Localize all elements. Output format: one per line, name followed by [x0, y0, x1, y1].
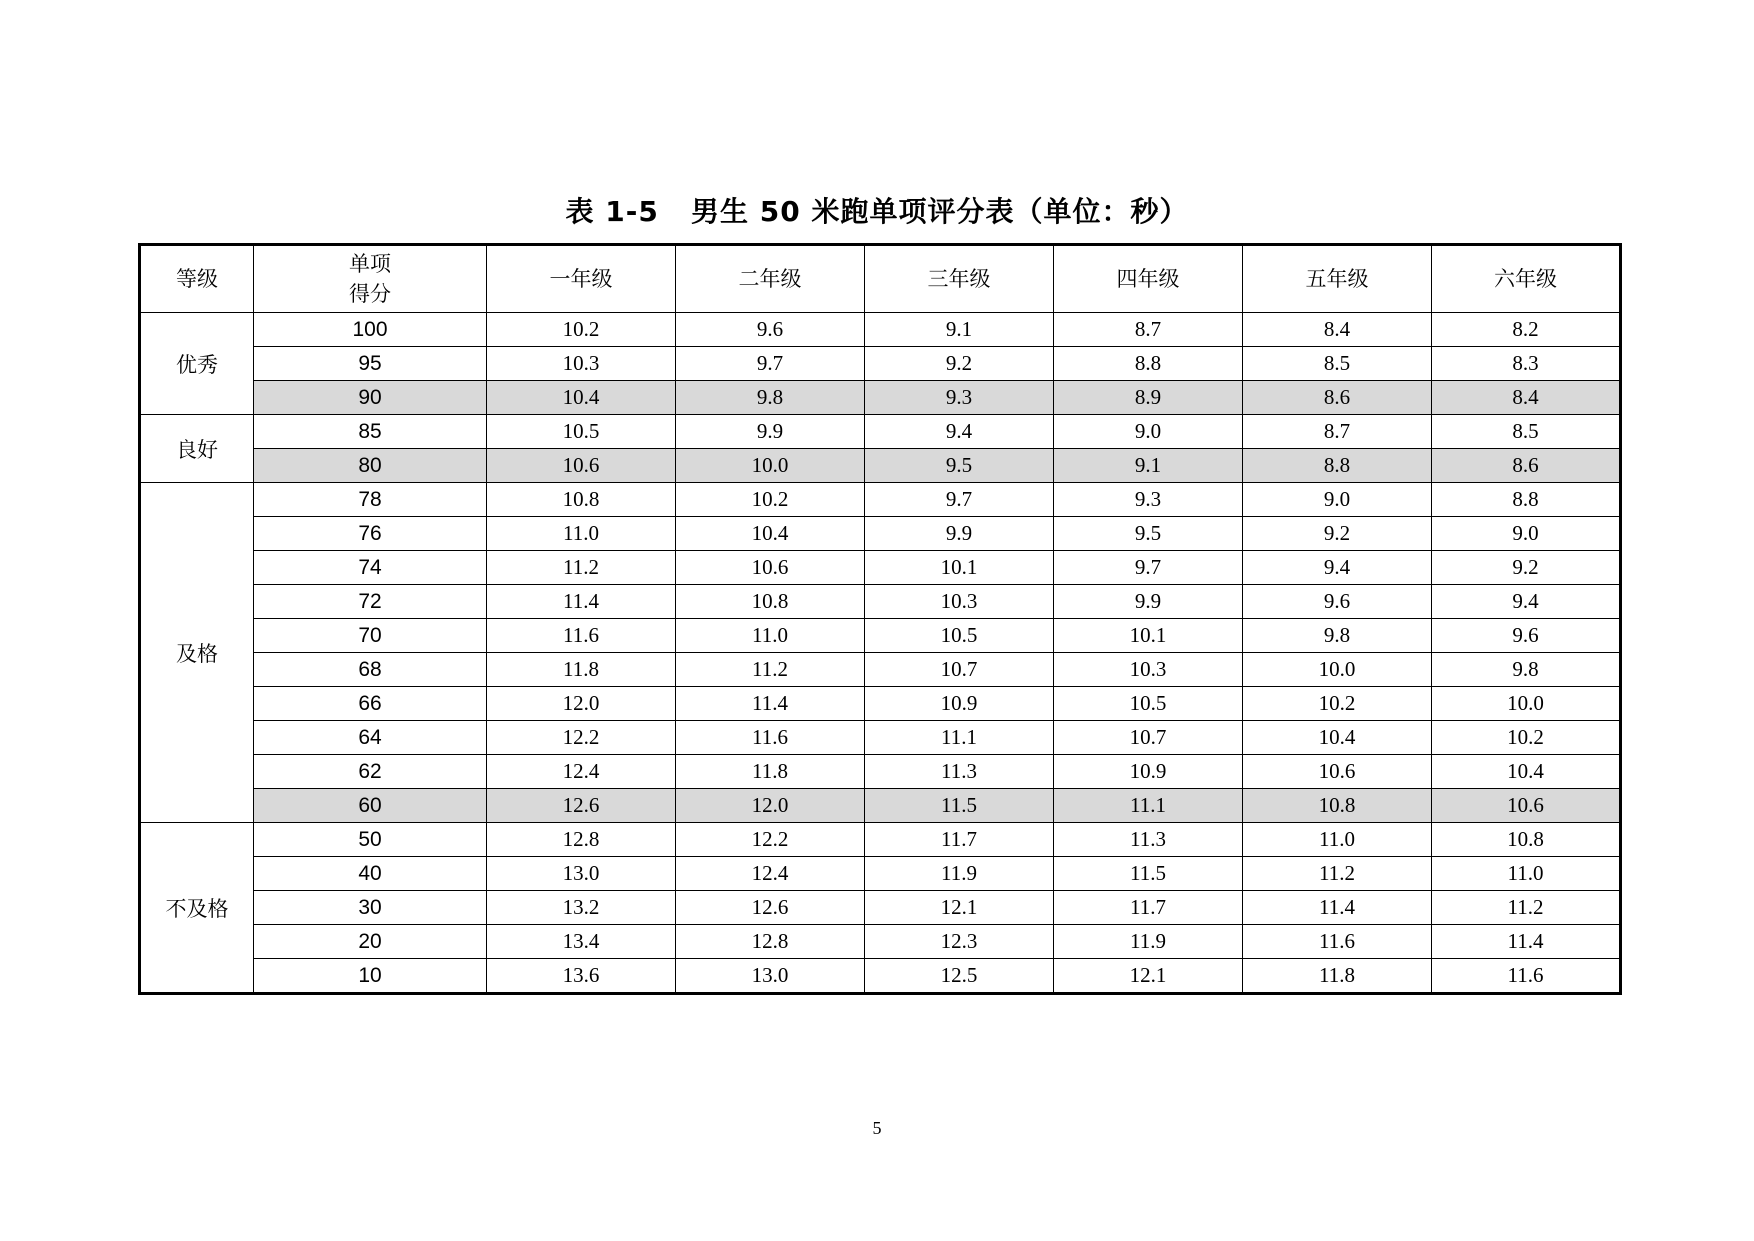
score-cell: 95 — [254, 347, 487, 381]
time-cell: 10.6 — [1432, 789, 1621, 823]
table-row — [140, 857, 1621, 891]
time-cell: 8.7 — [1054, 313, 1243, 347]
score-cell: 70 — [254, 619, 487, 653]
time-cell: 9.7 — [1054, 551, 1243, 585]
time-cell: 10.3 — [865, 585, 1054, 619]
time-cell: 10.6 — [487, 449, 676, 483]
time-cell: 11.2 — [1243, 857, 1432, 891]
grade-label: 及格 — [140, 483, 254, 823]
time-cell: 12.4 — [487, 755, 676, 789]
time-cell: 12.0 — [487, 687, 676, 721]
table-row — [140, 687, 1621, 721]
time-cell: 9.2 — [1243, 517, 1432, 551]
time-cell: 10.3 — [1054, 653, 1243, 687]
time-cell: 11.5 — [1054, 857, 1243, 891]
table-row — [140, 415, 1621, 449]
time-cell: 12.5 — [865, 959, 1054, 994]
time-cell: 8.5 — [1432, 415, 1621, 449]
grade-label: 良好 — [140, 415, 254, 483]
grade-label: 不及格 — [140, 823, 254, 994]
time-cell: 11.9 — [1054, 925, 1243, 959]
table-row — [140, 313, 1621, 347]
time-cell: 13.6 — [487, 959, 676, 994]
table-row — [140, 347, 1621, 381]
score-cell: 50 — [254, 823, 487, 857]
time-cell: 13.0 — [676, 959, 865, 994]
time-cell: 9.9 — [1054, 585, 1243, 619]
header-year-2: 二年级 — [676, 245, 865, 313]
time-cell: 12.0 — [676, 789, 865, 823]
time-cell: 9.9 — [676, 415, 865, 449]
time-cell: 10.9 — [1054, 755, 1243, 789]
table-row — [140, 619, 1621, 653]
time-cell: 8.7 — [1243, 415, 1432, 449]
table-row — [140, 653, 1621, 687]
table-row — [140, 925, 1621, 959]
header-grade: 等级 — [140, 245, 254, 313]
time-cell: 11.0 — [487, 517, 676, 551]
time-cell: 9.0 — [1432, 517, 1621, 551]
time-cell: 10.6 — [1243, 755, 1432, 789]
time-cell: 10.0 — [1432, 687, 1621, 721]
time-cell: 12.3 — [865, 925, 1054, 959]
time-cell: 11.8 — [1243, 959, 1432, 994]
table-row — [140, 959, 1621, 994]
time-cell: 11.6 — [1432, 959, 1621, 994]
time-cell: 10.4 — [676, 517, 865, 551]
time-cell: 8.8 — [1432, 483, 1621, 517]
table-row — [140, 585, 1621, 619]
time-cell: 10.1 — [865, 551, 1054, 585]
time-cell: 8.4 — [1432, 381, 1621, 415]
time-cell: 10.3 — [487, 347, 676, 381]
time-cell: 10.9 — [865, 687, 1054, 721]
score-cell: 74 — [254, 551, 487, 585]
time-cell: 12.1 — [865, 891, 1054, 925]
table-row — [140, 449, 1621, 483]
time-cell: 11.8 — [487, 653, 676, 687]
time-cell: 10.0 — [1243, 653, 1432, 687]
time-cell: 8.4 — [1243, 313, 1432, 347]
time-cell: 9.4 — [865, 415, 1054, 449]
time-cell: 11.7 — [1054, 891, 1243, 925]
time-cell: 10.2 — [487, 313, 676, 347]
score-cell: 76 — [254, 517, 487, 551]
table-row — [140, 551, 1621, 585]
score-cell: 30 — [254, 891, 487, 925]
time-cell: 9.8 — [1243, 619, 1432, 653]
header-score — [254, 245, 487, 313]
time-cell: 11.5 — [865, 789, 1054, 823]
time-cell: 11.0 — [676, 619, 865, 653]
time-cell: 9.5 — [1054, 517, 1243, 551]
time-cell: 10.5 — [487, 415, 676, 449]
time-cell: 11.1 — [1054, 789, 1243, 823]
time-cell: 12.6 — [676, 891, 865, 925]
score-cell: 60 — [254, 789, 487, 823]
time-cell: 8.8 — [1243, 449, 1432, 483]
time-cell: 11.6 — [676, 721, 865, 755]
time-cell: 10.8 — [676, 585, 865, 619]
time-cell: 8.6 — [1432, 449, 1621, 483]
time-cell: 12.4 — [676, 857, 865, 891]
score-table — [138, 243, 1622, 995]
time-cell: 9.2 — [865, 347, 1054, 381]
time-cell: 10.6 — [676, 551, 865, 585]
table-row — [140, 891, 1621, 925]
time-cell: 9.6 — [676, 313, 865, 347]
time-cell: 9.4 — [1432, 585, 1621, 619]
time-cell: 10.5 — [1054, 687, 1243, 721]
time-cell: 9.5 — [865, 449, 1054, 483]
time-cell: 11.8 — [676, 755, 865, 789]
time-cell: 11.3 — [1054, 823, 1243, 857]
time-cell: 10.2 — [1432, 721, 1621, 755]
time-cell: 9.2 — [1432, 551, 1621, 585]
time-cell: 8.9 — [1054, 381, 1243, 415]
time-cell: 13.4 — [487, 925, 676, 959]
time-cell: 11.4 — [487, 585, 676, 619]
time-cell: 9.0 — [1054, 415, 1243, 449]
header-year-4: 四年级 — [1054, 245, 1243, 313]
time-cell: 11.1 — [865, 721, 1054, 755]
time-cell: 10.8 — [1243, 789, 1432, 823]
time-cell: 10.2 — [676, 483, 865, 517]
score-cell: 80 — [254, 449, 487, 483]
time-cell: 10.8 — [1432, 823, 1621, 857]
time-cell: 11.2 — [676, 653, 865, 687]
score-cell: 85 — [254, 415, 487, 449]
time-cell: 10.5 — [865, 619, 1054, 653]
time-cell: 9.6 — [1432, 619, 1621, 653]
table-title: 表 1-5 男生 50 米跑单项评分表（单位：秒） — [565, 195, 1189, 228]
header-score-line1: 单项 — [349, 252, 391, 276]
header-year-5: 五年级 — [1243, 245, 1432, 313]
grade-label: 优秀 — [140, 313, 254, 415]
time-cell: 10.0 — [676, 449, 865, 483]
time-cell: 11.2 — [487, 551, 676, 585]
time-cell: 9.1 — [1054, 449, 1243, 483]
score-cell: 10 — [254, 959, 487, 994]
score-cell: 78 — [254, 483, 487, 517]
time-cell: 10.4 — [487, 381, 676, 415]
score-cell: 66 — [254, 687, 487, 721]
time-cell: 8.8 — [1054, 347, 1243, 381]
time-cell: 8.6 — [1243, 381, 1432, 415]
table-row — [140, 721, 1621, 755]
time-cell: 9.4 — [1243, 551, 1432, 585]
time-cell: 9.7 — [676, 347, 865, 381]
time-cell: 11.6 — [1243, 925, 1432, 959]
table-body — [140, 245, 1621, 994]
time-cell: 11.4 — [1243, 891, 1432, 925]
table-row — [140, 789, 1621, 823]
table-row — [140, 381, 1621, 415]
time-cell: 9.3 — [1054, 483, 1243, 517]
time-cell: 8.3 — [1432, 347, 1621, 381]
time-cell: 11.2 — [1432, 891, 1621, 925]
time-cell: 12.1 — [1054, 959, 1243, 994]
time-cell: 9.0 — [1243, 483, 1432, 517]
time-cell: 9.7 — [865, 483, 1054, 517]
time-cell: 12.8 — [487, 823, 676, 857]
header-year-6: 六年级 — [1432, 245, 1621, 313]
time-cell: 10.7 — [1054, 721, 1243, 755]
time-cell: 10.7 — [865, 653, 1054, 687]
header-row — [140, 245, 1621, 313]
time-cell: 11.0 — [1432, 857, 1621, 891]
table-row — [140, 517, 1621, 551]
time-cell: 9.6 — [1243, 585, 1432, 619]
time-cell: 9.8 — [1432, 653, 1621, 687]
time-cell: 10.4 — [1432, 755, 1621, 789]
header-year-3: 三年级 — [865, 245, 1054, 313]
score-cell: 20 — [254, 925, 487, 959]
time-cell: 10.4 — [1243, 721, 1432, 755]
time-cell: 11.7 — [865, 823, 1054, 857]
time-cell: 11.3 — [865, 755, 1054, 789]
time-cell: 10.2 — [1243, 687, 1432, 721]
time-cell: 12.2 — [487, 721, 676, 755]
header-year-1: 一年级 — [487, 245, 676, 313]
score-cell: 40 — [254, 857, 487, 891]
page-number: 5 — [872, 1118, 882, 1138]
time-cell: 13.0 — [487, 857, 676, 891]
score-cell: 64 — [254, 721, 487, 755]
table-row — [140, 483, 1621, 517]
header-score-line2: 得分 — [349, 282, 391, 306]
score-cell: 68 — [254, 653, 487, 687]
score-cell: 62 — [254, 755, 487, 789]
table-row — [140, 755, 1621, 789]
time-cell: 11.4 — [676, 687, 865, 721]
score-cell: 100 — [254, 313, 487, 347]
time-cell: 10.8 — [487, 483, 676, 517]
time-cell: 9.1 — [865, 313, 1054, 347]
score-cell: 72 — [254, 585, 487, 619]
time-cell: 11.4 — [1432, 925, 1621, 959]
time-cell: 9.3 — [865, 381, 1054, 415]
score-cell: 90 — [254, 381, 487, 415]
time-cell: 11.0 — [1243, 823, 1432, 857]
time-cell: 12.6 — [487, 789, 676, 823]
time-cell: 10.1 — [1054, 619, 1243, 653]
time-cell: 13.2 — [487, 891, 676, 925]
time-cell: 11.6 — [487, 619, 676, 653]
time-cell: 9.9 — [865, 517, 1054, 551]
time-cell: 12.8 — [676, 925, 865, 959]
time-cell: 12.2 — [676, 823, 865, 857]
time-cell: 8.5 — [1243, 347, 1432, 381]
time-cell: 11.9 — [865, 857, 1054, 891]
time-cell: 9.8 — [676, 381, 865, 415]
time-cell: 8.2 — [1432, 313, 1621, 347]
table-row — [140, 823, 1621, 857]
